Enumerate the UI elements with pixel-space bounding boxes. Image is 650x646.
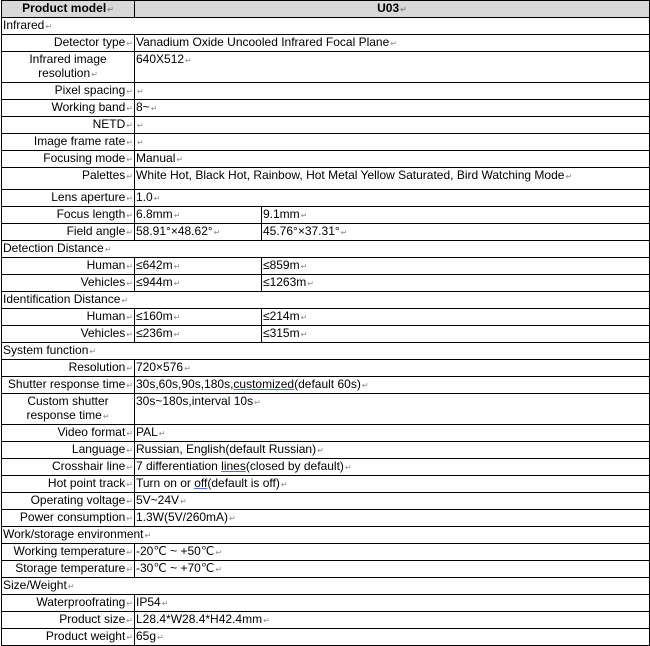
row-storage-temperature: Storage temperature↵ -30℃ ~ +70℃↵ [2, 561, 650, 578]
row-working-band: Working band↵ 8~↵ [2, 100, 650, 117]
row-focusing-mode: Focusing mode↵ Manual↵ [2, 151, 650, 168]
row-product-weight: Product weight↵ 65g↵ [2, 629, 650, 646]
section-work-storage-environment: Work/storage environment↵ [2, 527, 650, 544]
row-resolution: Resolution↵ 720×576↵ [2, 360, 650, 377]
row-palettes: Palettes↵ White Hot, Black Hot, Rainbow, Hot Metal Yellow Saturated, Bird Watching Mode↵ [2, 168, 650, 190]
header-model-u03: U03↵ [135, 1, 650, 18]
row-product-size: Product size↵ L28.4*W28.4*H42.4mm↵ [2, 612, 650, 629]
row-shutter-response: Shutter response time↵ 30s,60s,90s,180s,customized(default 60s)↵ [2, 377, 650, 394]
row-detection-vehicles: Vehicles↵ ≤944m↵ ≤1263m↵ [2, 275, 650, 292]
row-frame-rate: Image frame rate↵ ↵ [2, 134, 650, 151]
row-focus-length: Focus length↵ 6.8mm↵ 9.1mm↵ [2, 207, 650, 224]
section-size-weight: Size/Weight↵ [2, 578, 650, 595]
row-infrared-resolution: Infrared image resolution↵ 640X512↵ [2, 52, 650, 83]
section-identification-distance: Identification Distance↵ [2, 292, 650, 309]
row-video-format: Video format↵ PAL↵ [2, 425, 650, 442]
row-identification-human: Human↵ ≤160m↵ ≤214m↵ [2, 309, 650, 326]
row-identification-vehicles: Vehicles↵ ≤236m↵ ≤315m↵ [2, 326, 650, 343]
row-pixel-spacing: Pixel spacing↵ ↵ [2, 83, 650, 100]
section-detection-distance: Detection Distance↵ [2, 241, 650, 258]
section-system-function: System function↵ [2, 343, 650, 360]
header-product-model: Product model↵ [2, 1, 135, 18]
row-crosshair-line: Crosshair line↵ 7 differentiation lines(closed by default)↵ [2, 459, 650, 476]
row-working-temperature: Working temperature↵ -20℃ ~ +50℃↵ [2, 544, 650, 561]
row-operating-voltage: Operating voltage↵ 5V~24V↵ [2, 493, 650, 510]
row-field-angle: Field angle↵ 58.91°×48.62°↵ 45.76°×37.31°↵ [2, 224, 650, 241]
header-row [2, 1, 650, 18]
row-detector-type: Detector type↵ Vanadium Oxide Uncooled Infrared Focal Plane↵ [2, 35, 650, 52]
section-infrared: Infrared↵ [2, 18, 650, 35]
row-netd: NETD↵ ↵ [2, 117, 650, 134]
row-waterproof-rating: Waterproofrating↵ IP54↵ [2, 595, 650, 612]
row-power-consumption: Power consumption↵ 1.3W(5V/260mA)↵ [2, 510, 650, 527]
row-language: Language↵ Russian, English(default Russian)↵ [2, 442, 650, 459]
row-hot-point-track: Hot point track↵ Turn on or off(default is off)↵ [2, 476, 650, 493]
spec-table [1, 0, 650, 646]
row-detection-human: Human↵ ≤642m↵ ≤859m↵ [2, 258, 650, 275]
row-lens-aperture: Lens aperture↵ 1.0↵ [2, 190, 650, 207]
row-custom-shutter: Custom shutter response time↵ 30s~180s,interval 10s↵ [2, 394, 650, 425]
